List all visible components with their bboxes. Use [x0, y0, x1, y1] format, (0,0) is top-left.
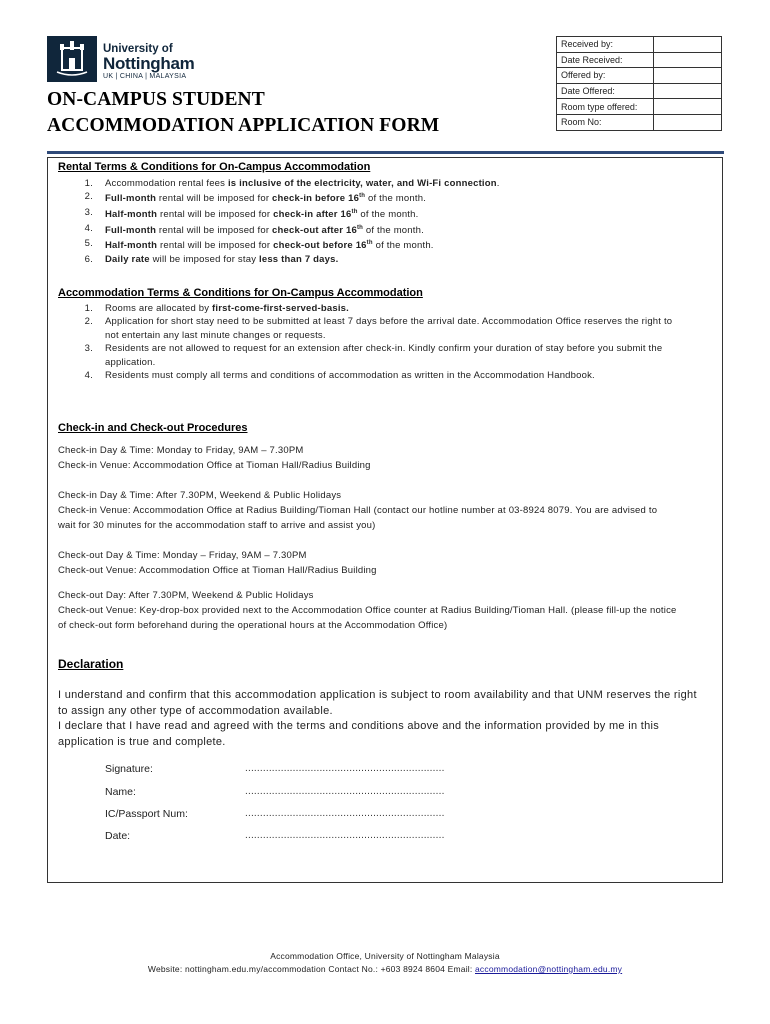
- list-item: 4. Full-month rental will be imposed for check-out after 16th of the month.: [84, 222, 424, 236]
- list-item: 2. Full-month rental will be imposed for check-in before 16th of the month.: [84, 191, 427, 205]
- office-label: Offered by:: [557, 68, 654, 84]
- office-label: Room type offered:: [557, 99, 654, 115]
- list-item: 2. Application for short stay need to be submitted at least 7 days before the arrival date. Accommodation Office reserves the right to not entertain any last minute changes or requests.: [84, 316, 673, 341]
- name-label: Name:: [105, 786, 136, 798]
- rental-list: [84, 177, 705, 266]
- accommodation-heading: Accommodation Terms & Conditions for On-Campus Accommodation: [58, 287, 423, 299]
- list-item: 4. Residents must comply all terms and conditions of accommodation as written in the Accommodation Handbook.: [84, 370, 595, 382]
- checkout-afterhours-block: Check-out Day: After 7.30PM, Weekend & Public Holidays Check-out Venue: Key-drop-box provided next to the Accommodation Office counter at Radius Building/Tioman Hall. (please fill-up the notice of check-out form beforehand during the operational hours at the Accommodation Office): [58, 590, 677, 631]
- university-name-line2: Nottingham: [103, 54, 195, 73]
- declaration-heading: Declaration: [58, 657, 124, 671]
- university-name-line1: University of: [103, 43, 173, 55]
- list-item: 1. Accommodation rental fees is inclusive of the electricity, water, and Wi-Fi connection.: [84, 178, 500, 189]
- university-crest: [47, 36, 97, 82]
- form-title-line2: ACCOMMODATION APPLICATION FORM: [47, 115, 440, 136]
- office-value-field[interactable]: [654, 37, 722, 53]
- office-value-field[interactable]: [654, 83, 722, 99]
- list-item: 1. Rooms are allocated by first-come-first-served-basis.: [84, 303, 349, 314]
- office-value-field[interactable]: [654, 114, 722, 130]
- office-value-field[interactable]: [654, 99, 722, 115]
- checkin-afterhours-block: Check-in Day & Time: After 7.30PM, Weekend & Public Holidays Check-in Venue: Accommodation Office at Radius Building/Tioman Hall (contact our hotline number at 03-8924 8079. You are advised to wait for 30 minutes for the accommodation staff to arrive and assist you): [58, 490, 658, 531]
- list-item: 3. Half-month rental will be imposed for check-in after 16th of the month.: [84, 206, 419, 221]
- office-use-table: [556, 36, 722, 131]
- office-label: Date Received:: [557, 52, 654, 68]
- passport-label: IC/Passport Num:: [105, 808, 188, 820]
- accommodation-list: [84, 302, 717, 382]
- rental-heading: Rental Terms & Conditions for On-Campus Accommodation: [58, 161, 371, 173]
- date-field[interactable]: ...................................................................: [245, 830, 445, 841]
- email-link[interactable]: accommodation@nottingham.edu.my: [475, 964, 623, 974]
- name-field[interactable]: ...................................................................: [245, 786, 445, 797]
- form-title-line1: ON-CAMPUS STUDENT: [47, 89, 265, 110]
- footer-contact: Website: nottingham.edu.my/accommodation Contact No.: +603 8924 8604 Email: accommodation@nottingham.edu.my: [147, 964, 623, 974]
- checkout-weekday-block: Check-out Day & Time: Monday – Friday, 9AM – 7.30PM Check-out Venue: Accommodation Office at Tioman Hall/Radius Building: [58, 550, 377, 576]
- university-campuses: UK | CHINA | MALAYSIA: [103, 73, 187, 80]
- footer-office: Accommodation Office, University of Nottingham Malaysia: [270, 951, 500, 961]
- passport-field[interactable]: ...................................................................: [245, 808, 445, 819]
- office-value-field[interactable]: [654, 68, 722, 84]
- signature-field[interactable]: ...................................................................: [245, 763, 445, 774]
- date-label: Date:: [105, 830, 131, 842]
- checkin-weekday-block: Check-in Day & Time: Monday to Friday, 9AM – 7.30PM Check-in Venue: Accommodation Office at Tioman Hall/Radius Building: [58, 445, 371, 471]
- office-label: Date Offered:: [557, 83, 654, 99]
- header-divider: [47, 151, 724, 154]
- list-item: 3. Residents are not allowed to request for an extension after check-in. Kindly confirm your duration of stay before you submit the application.: [84, 343, 663, 368]
- declaration-text: I understand and confirm that this accommodation application is subject to room availability and that UNM reserves the right to assign any other type of accommodation available. I declare that I have read and agreed with the terms and conditions above and the information provided by me in this application is true and complete.: [58, 689, 697, 748]
- office-label: Received by:: [557, 37, 654, 53]
- office-value-field[interactable]: [654, 52, 722, 68]
- list-item: 6. Daily rate will be imposed for stay less than 7 days.: [84, 253, 339, 265]
- office-label: Room No:: [557, 114, 654, 130]
- procedures-heading: Check-in and Check-out Procedures: [58, 422, 248, 434]
- list-item: 5. Half-month rental will be imposed for check-out before 16th of the month.: [84, 238, 434, 252]
- signature-label: Signature:: [105, 763, 153, 775]
